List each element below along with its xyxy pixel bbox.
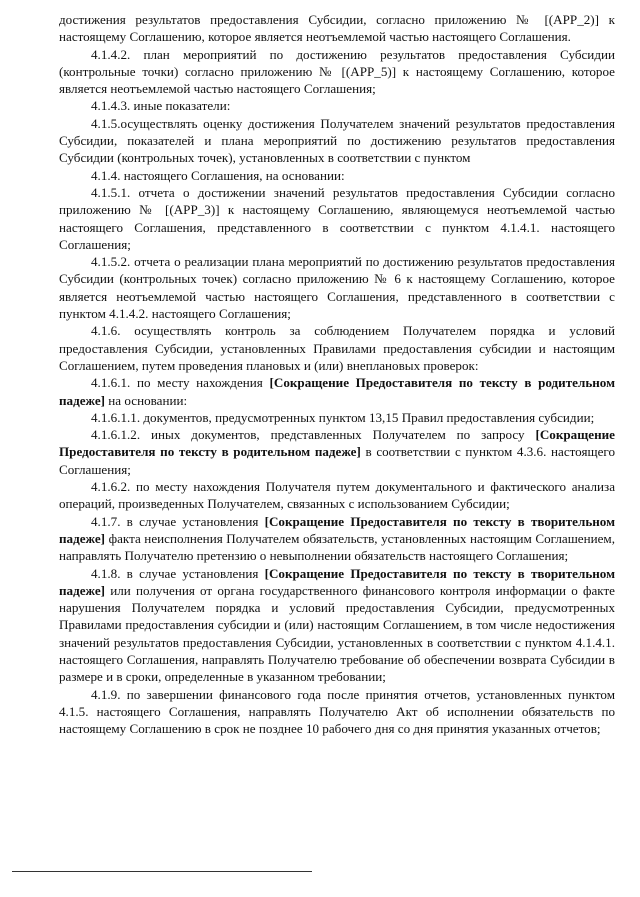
paragraph: 4.1.6.1. по месту нахождения [Сокращение Предоставителя по тексту в родительном падеже] на основании: (59, 375, 615, 408)
placeholder-field: [Сокращение Предоставителя по тексту в родительном падеже] (59, 375, 615, 408)
paragraph: 4.1.6.2. по месту нахождения Получателя путем документального и фактического анализа операций, произведенных Получателем, связанных с использованием Субсидии; (59, 479, 615, 512)
paragraph: достижения результатов предоставления Субсидии, согласно приложению № [(APP_2)] к настоящему Соглашению, которое является неотъемлемой частью настоящего Соглашения. (59, 12, 615, 45)
paragraph: 4.1.9. по завершении финансового года после принятия отчетов, установленных пунктом 4.1.5. настоящего Соглашения, направлять Получателю Акт об исполнении обязательств по настоящему Соглашению в срок не позднее 10 рабочего дня со дня принятия указанных отчетов; (59, 686, 615, 737)
document-page (59, 11, 615, 737)
paragraph: 4.1.5.осуществлять оценку достижения Получателем значений результатов предоставления Субсидии, показателей и плана мероприятий по достижению результатов предоставления Субсидии (контрольных точек), установленных в соответствии с пунктом (59, 115, 615, 166)
paragraph: 4.1.4.2. план мероприятий по достижению результатов предоставления Субсидии (контрольные точки) согласно приложению № [(APP_5)] к настоящему Соглашению, которое является неотъемлемой частью настоящего Соглашения; (59, 46, 615, 97)
placeholder-field: [Сокращение Предоставителя по тексту в родительном падеже] (59, 427, 615, 460)
paragraph: 4.1.5.2. отчета о реализации плана мероприятий по достижению результатов предоставления Субсидии (контрольных точек) согласно приложению № 6 к настоящему Соглашению, которое является неотъемлемой частью настоящего Соглашения, представленного в соответствии с пунктом 4.1.4.2. настоящего Соглашения; (59, 254, 615, 322)
paragraph: 4.1.5.1. отчета о достижении значений результатов предоставления Субсидии согласно приложению № [(APP_3)] к настоящему Соглашению, являющемуся неотъемлемой частью настоящего Соглашения, представленного в соответствии с пунктом 4.1.4.1. настоящего Соглашения; (59, 184, 615, 252)
paragraph: 4.1.6. осуществлять контроль за соблюдением Получателем порядка и условий предоставления Субсидии, установленных Правилами предоставления субсидии и настоящим Соглашением, путем проведения плановых и (или) внеплановых проверок: (59, 323, 615, 373)
paragraph: 4.1.6.1.1. документов, предусмотренных пунктом 13,15 Правил предоставления субсидии; (91, 409, 595, 425)
placeholder-field: [Сокращение Предоставителя по тексту в творительном падеже] (59, 513, 616, 546)
paragraph: 4.1.8. в случае установления [Сокращение Предоставителя по тексту в творительном падеже] или получения от органа государственного финансового контроля информации о факте нарушения Получателем порядка и условий предоставления Субсидии, предусмотренных Правилами предоставления субсидии и (или) настоящим Соглашением, в том числе недостижения значений результатов предоставления Субсидии, установленных в соответствии с пунктом 4.1.4.1. настоящего Соглашения, направлять Получателю требование об обеспечении возврата Субсидии в размере и в сроки, определенные в указанном требовании; (59, 565, 616, 685)
footnote-separator (12, 871, 312, 872)
paragraph: 4.1.4.3. иные показатели: (91, 98, 231, 114)
placeholder-field: [Сокращение Предоставителя по тексту в творительном падеже] (59, 565, 616, 598)
paragraph: 4.1.7. в случае установления [Сокращение Предоставителя по тексту в творительном падеже] факта неисполнения Получателем обязательств, установленных настоящим Соглашением, направлять Получателю претензию о невыполнении обязательств настоящего Соглашения; (59, 513, 616, 564)
paragraph: 4.1.4. настоящего Соглашения, на основании: (91, 167, 345, 183)
paragraph: 4.1.6.1.2. иных документов, представленных Получателем по запросу [Сокращение Предоставителя по тексту в родительном падеже] в соответствии с пунктом 4.3.6. настоящего Соглашения; (59, 427, 615, 477)
